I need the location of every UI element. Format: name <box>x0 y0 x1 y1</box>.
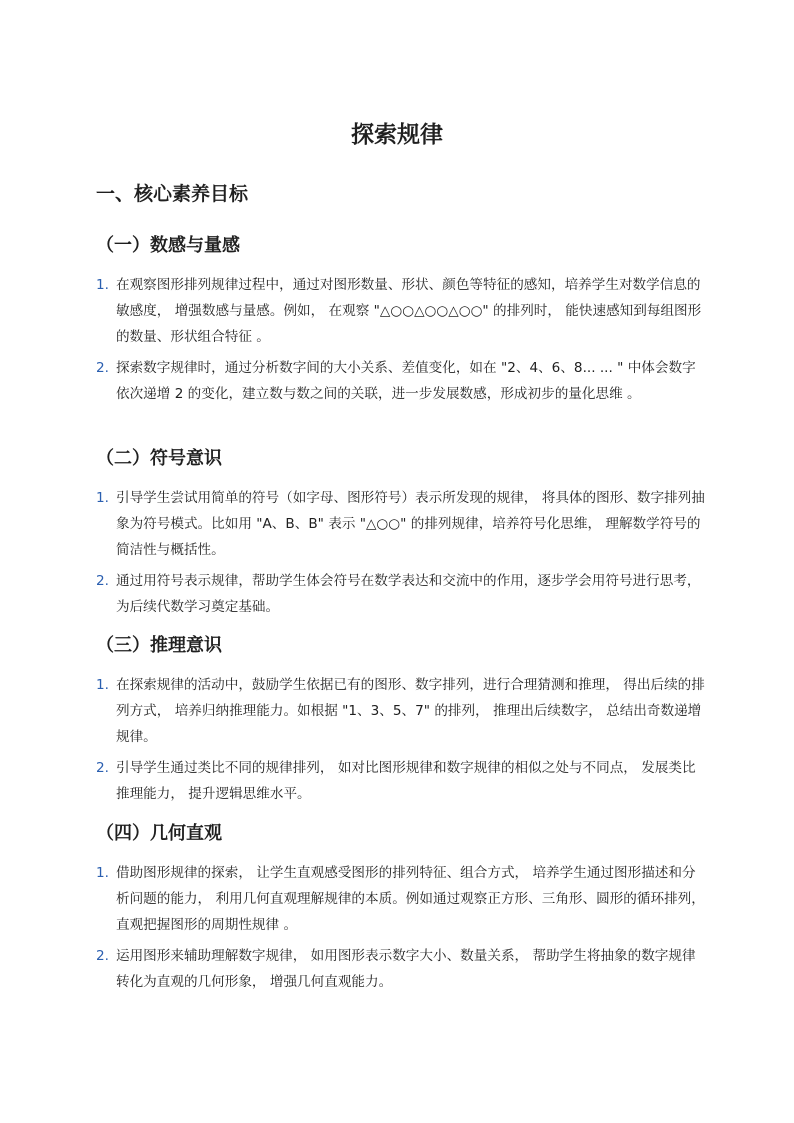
list-text: 在观察图形排列规律过程中，通过对图形数量、形状、颜色等特征的感知，培养学生对数学信息的敏感度， 增强数感与量感。例如， 在观察 "△○○△○○△○○" 的排列时， 能快速感知到每组图形的数量、形状组合特征 。 <box>116 277 702 345</box>
list-number: 2. <box>96 360 109 376</box>
list-text: 运用图形来辅助理解数字规律， 如用图形表示数字大小、数量关系， 帮助学生将抽象的数字规律转化为直观的几何形象， 增强几何直观能力。 <box>116 948 696 990</box>
list-number: 1. <box>96 677 109 693</box>
list-text: 探索数字规律时，通过分析数字间的大小关系、差值变化，如在 "2、4、6、8... ... " 中体会数字依次递增 2 的变化，建立数与数之间的关联，进一步发展数感，形成初步的量化思维 。 <box>116 360 696 402</box>
numbered-list <box>96 860 706 995</box>
list-number: 2. <box>96 573 109 589</box>
numbered-list <box>96 485 706 620</box>
section-number-sense <box>96 234 706 412</box>
section-heading: （二）符号意识 <box>96 448 222 469</box>
list-number: 2. <box>96 948 109 964</box>
section-geometric-intuition <box>96 822 706 1000</box>
list-text: 在探索规律的活动中，鼓励学生依据已有的图形、数字排列，进行合理猜测和推理， 得出后续的排列方式， 培养归纳推理能力。如根据 "1、3、5、7" 的排列， 推理出后续数字， 总结出奇数递增规律。 <box>116 677 705 745</box>
list-text: 引导学生通过类比不同的规律排列， 如对比图形规律和数字规律的相似之处与不同点， 发展类比推理能力， 提升逻辑思维水平。 <box>116 760 696 802</box>
section-heading: （三）推理意识 <box>96 635 222 656</box>
section-symbol-sense <box>96 447 706 625</box>
list-number: 1. <box>96 865 109 881</box>
list-item <box>96 355 706 407</box>
section-heading: （一）数感与量感 <box>96 235 240 256</box>
list-item <box>96 485 706 563</box>
numbered-list <box>96 672 706 807</box>
list-item <box>96 755 706 807</box>
heading-core-goals: 一、核心素养目标 <box>96 183 249 205</box>
list-number: 1. <box>96 277 109 293</box>
section-heading: （四）几何直观 <box>96 823 222 844</box>
document-title: 探索规律 <box>351 122 443 148</box>
list-item <box>96 272 706 350</box>
list-text: 通过用符号表示规律，帮助学生体会符号在数学表达和交流中的作用，逐步学会用符号进行思考， 为后续代数学习奠定基础。 <box>116 573 701 615</box>
list-item <box>96 672 706 750</box>
list-item <box>96 943 706 995</box>
section-reasoning <box>96 634 706 812</box>
list-text: 借助图形规律的探索， 让学生直观感受图形的排列特征、组合方式， 培养学生通过图形描述和分析问题的能力， 利用几何直观理解规律的本质。例如通过观察正方形、三角形、圆形的循环排列， 直观把握图形的周期性规律 。 <box>116 865 705 933</box>
numbered-list <box>96 272 706 407</box>
list-item <box>96 860 706 938</box>
list-number: 1. <box>96 490 109 506</box>
list-item <box>96 568 706 620</box>
list-number: 2. <box>96 760 109 776</box>
list-text: 引导学生尝试用简单的符号（如字母、图形符号）表示所发现的规律， 将具体的图形、数字排列抽象为符号模式。比如用 "A、B、B" 表示 "△○○" 的排列规律，培养符号化思维， 理解数学符号的简洁性与概括性。 <box>116 490 705 558</box>
